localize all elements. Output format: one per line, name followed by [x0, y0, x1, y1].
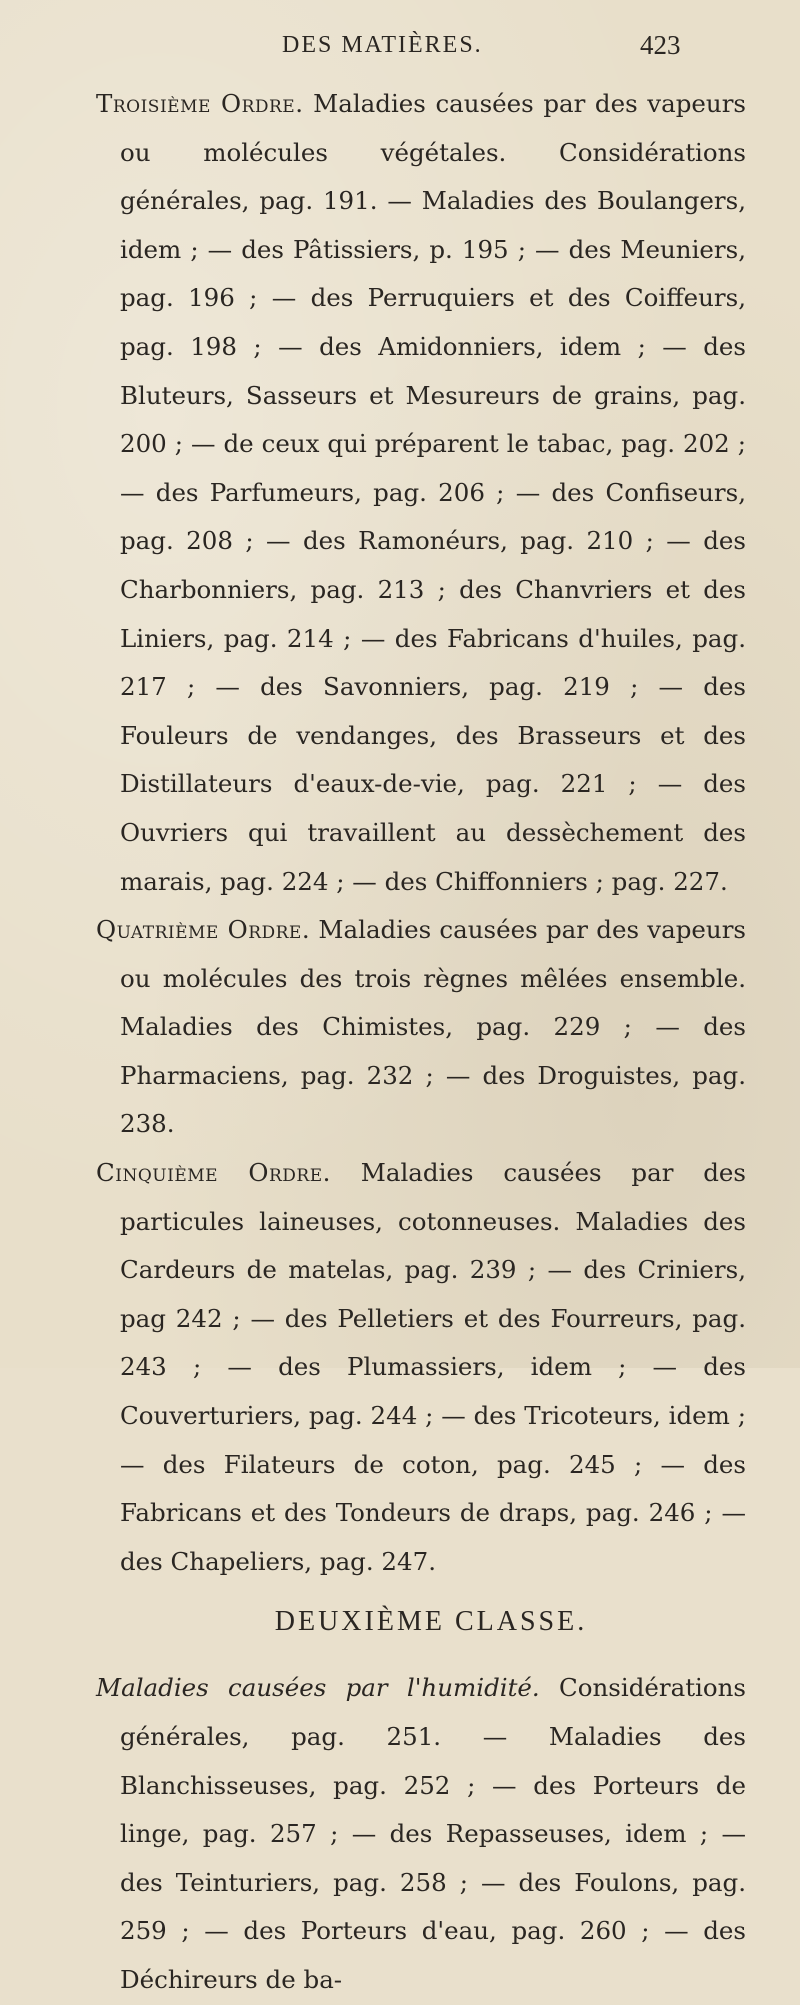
order-text: Maladies causées par des vapeurs ou molécules végétales. Considérations générales, pag. 191. — Maladies des Boulangers, idem ; — des Pâtissiers, p. 195 ; — des Meuniers, pag. 196 ; — des Perruquiers et des Coiffeurs, pag. 198 ; — des Amidonniers, idem ; — des Bluteurs, Sasseurs et Mesureurs de grains, pag. 200 ; — de ceux qui préparent le tabac, pag. 202 ; — des Parfumeurs, pag. 206 ; — des Confiseurs, pag. 208 ; — des Ramonéurs, pag. 210 ; — des Charbonniers, pag. 213 ; des Chanvriers et des Liniers, pag. 214 ; — des Fabricans d'huiles, pag. 217 ; — des Savonniers, pag. 219 ; — des Fouleurs de vendanges, des Brasseurs et des Distillateurs d'eaux-de-vie, pag. 221 ; — des Ouvriers qui travaillent au dessèchement des marais, pag. 224 ; — des Chiffonniers ; pag. 227. — [120, 89, 746, 896]
order-text: Maladies causées par des particules laineuses, cotonneuses. Maladies des Cardeurs de matelas, pag. 239 ; — des Criniers, pag 242 ; — des Pelletiers et des Fourreurs, pag. 243 ; — des Plumassiers, idem ; — des Couverturiers, pag. 244 ; — des Tricoteurs, idem ; — des Filateurs de coton, pag. 245 ; — des Fabricans et des Tondeurs de draps, pag. 246 ; — des Chapeliers, pag. 247. — [120, 1158, 746, 1576]
order-text: Maladies causées par des vapeurs ou molécules des trois règnes mêlées ensemble. Maladies des Chimistes, pag. 229 ; — des Pharmaciens, pag. 232 ; — des Droguistes, pag. 238. — [120, 915, 746, 1139]
order-entry-third — [96, 80, 746, 906]
order-entry-fifth — [96, 1149, 746, 1586]
order-entry-fourth — [96, 906, 746, 1149]
second-class-label: Maladies causées par l'humidité. — [96, 1673, 540, 1703]
order-label: Quatrième Ordre. — [96, 915, 311, 945]
second-class-entry — [96, 1664, 746, 2004]
second-class-text: Considérations générales, pag. 251. — Maladies des Blanchisseuses, pag. 252 ; — des Porteurs de linge, pag. 257 ; — des Repasseuses, idem ; — des Teinturiers, pag. 258 ; — des Foulons, pag. 259 ; — des Porteurs d'eau, pag. 260 ; — des Déchireurs de ba- — [120, 1673, 746, 1994]
page-number: 423 — [640, 30, 681, 60]
order-label: Troisième Ordre. — [96, 89, 304, 118]
running-head: DES MATIÈRES. — [282, 32, 483, 58]
page-header — [0, 28, 800, 68]
section-title: DEUXIÈME CLASSE. — [274, 1606, 588, 1638]
page-body — [96, 80, 746, 2005]
order-label: Cinquième Ordre. — [96, 1158, 331, 1188]
